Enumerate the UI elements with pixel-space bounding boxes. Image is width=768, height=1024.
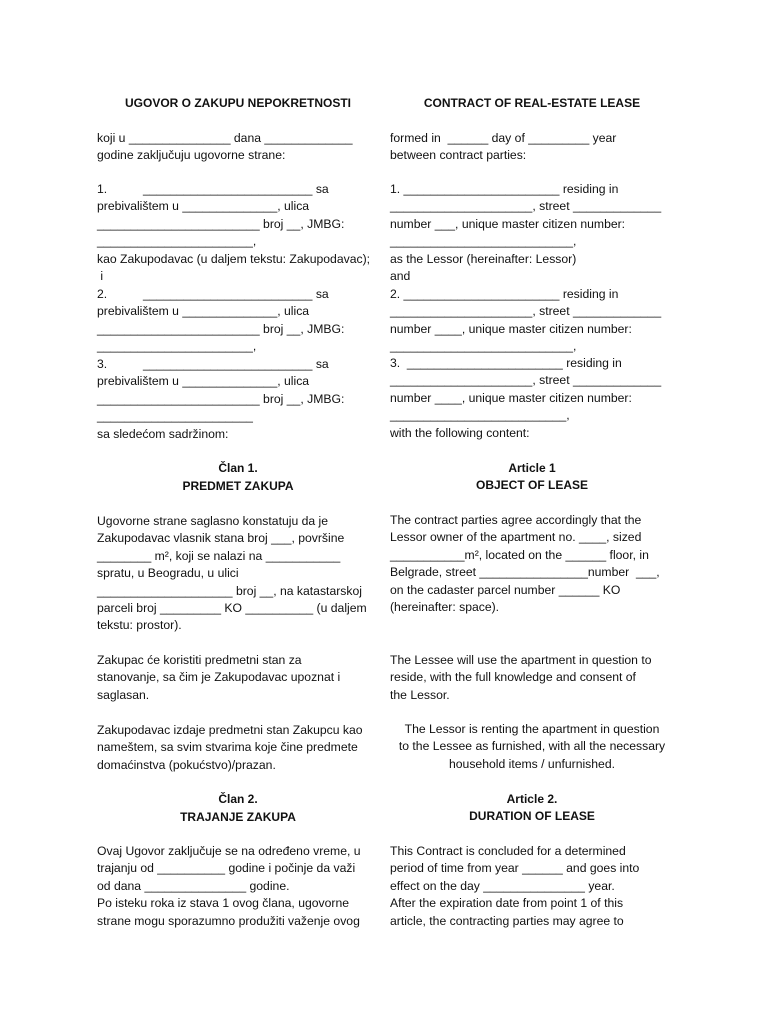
party-line: prebivalištem u ______________, ulica — [97, 199, 310, 214]
right-intro: formed in ______ day of _________ year between contract parties: — [390, 131, 617, 163]
right-party-3: 3. _______________________ residing in _____________________, street _____________ number ____, unique master citizen number: __________________________, — [390, 356, 662, 423]
party-line: _______________________, — [97, 234, 257, 249]
left-intro — [97, 130, 379, 165]
party-number: 3. — [97, 357, 108, 371]
left-article-2-paragraph-1: Ovaj Ugovor zaključuje se na određeno vreme, u trajanju od __________ godine i počinje da važi od dana _______________ godine. Po isteku roka iz stava 1 ovog člana, ugovorne strane mogu sporazumno produžiti važenje ovog — [97, 844, 361, 928]
left-article-1-paragraph-2: Zakupac će koristiti predmetni stan za stanovanje, sa čim je Zakupodavac upoznat i saglasan. — [97, 653, 341, 702]
right-article-1-number: Article 1 — [508, 461, 556, 475]
left-intro-line: koji u _______________ dana _____________ — [97, 131, 353, 145]
party-line: ________________________ broj __, JMBG: — [97, 216, 345, 231]
left-article-2-title: TRAJANJE ZAKUPA — [180, 810, 296, 824]
party-line: _______________________ — [97, 409, 253, 424]
right-party-1: 1. _______________________ residing in _____________________, street _____________ number ___, unique master citizen number: ___________________________, as the Lessor (hereinafter: Lessor) and — [390, 182, 662, 284]
left-article-1-title: PREDMET ZAKUPA — [182, 479, 294, 493]
party-line: _______________________, — [97, 339, 257, 354]
party-line: i — [97, 269, 104, 284]
party-number: 2. — [97, 287, 108, 301]
party-line: _________________________ sa — [143, 357, 329, 371]
party-line: prebivalištem u ______________, ulica — [97, 304, 310, 319]
party-line: _________________________ sa — [143, 182, 329, 196]
party-line: ________________________ broj __, JMBG: — [97, 391, 345, 406]
right-article-2-title: DURATION OF LEASE — [469, 809, 595, 823]
left-article-1-paragraph-3: Zakupodavac izdaje predmetni stan Zakupcu kao nameštem, sa svim stvarima koje čine predmete domaćinstva (pokućstvo)/prazan. — [97, 723, 363, 772]
left-title: UGOVOR O ZAKUPU NEPOKRETNOSTI — [124, 96, 351, 110]
right-article-1-paragraph-2: The Lessee will use the apartment in question to reside, with the full knowledge and consent of the Lessor. — [390, 653, 652, 702]
left-party-2 — [97, 286, 379, 356]
party-line: prebivalištem u ______________, ulica — [97, 374, 310, 389]
left-party-3 — [97, 356, 379, 426]
party-line: kao Zakupodavac (u daljem tekstu: Zakupodavac); — [97, 251, 371, 266]
right-article-1-paragraph-1: The contract parties agree accordingly that the Lessor owner of the apartment no. ____, sized ___________m², located on the ______ floor, in Belgrade, street ________________number ___, on the cadaster parcel number ______ KO (hereinafter: space). — [390, 513, 660, 615]
left-article-1-paragraph-1: Ugovorne strane saglasno konstatuju da je Zakupodavac vlasnik stana broj ___, površine ________ m², koji se nalazi na ___________ spratu, u Beogradu, u ulici ____________________ broj __, na katastarskoj parceli broj _________ KO __________ (u daljem tekstu: prostor). — [97, 514, 367, 633]
right-article-1-title: OBJECT OF LEASE — [475, 478, 588, 492]
party-number: 1. — [97, 182, 108, 196]
right-article-1-paragraph-3: The Lessor is renting the apartment in question to the Lessee as furnished, with all the necessary household items / unfurnished. — [398, 722, 666, 771]
right-article-2-number: Article 2. — [506, 792, 558, 806]
party-line: _________________________ sa — [143, 287, 329, 301]
left-content-line: sa sledećom sadržinom: — [97, 427, 229, 441]
right-title: CONTRACT OF REAL-ESTATE LEASE — [423, 96, 641, 110]
left-article-1-number: Član 1. — [218, 461, 258, 475]
party-line: ________________________ broj __, JMBG: — [97, 321, 345, 336]
left-party-1 — [97, 181, 379, 285]
right-party-2: 2. _______________________ residing in _____________________, street _____________ number ____, unique master citizen number: ___________________________, — [390, 287, 662, 354]
right-content-line: with the following content: — [390, 426, 530, 440]
left-article-2-number: Član 2. — [218, 792, 258, 806]
right-article-2-paragraph-1: This Contract is concluded for a determined period of time from year ______ and goes into effect on the day _______________ year. After the expiration date from point 1 of this article, the contracting parties may agree to — [390, 844, 640, 928]
left-intro-line: godine zaključuju ugovorne strane: — [97, 148, 286, 163]
